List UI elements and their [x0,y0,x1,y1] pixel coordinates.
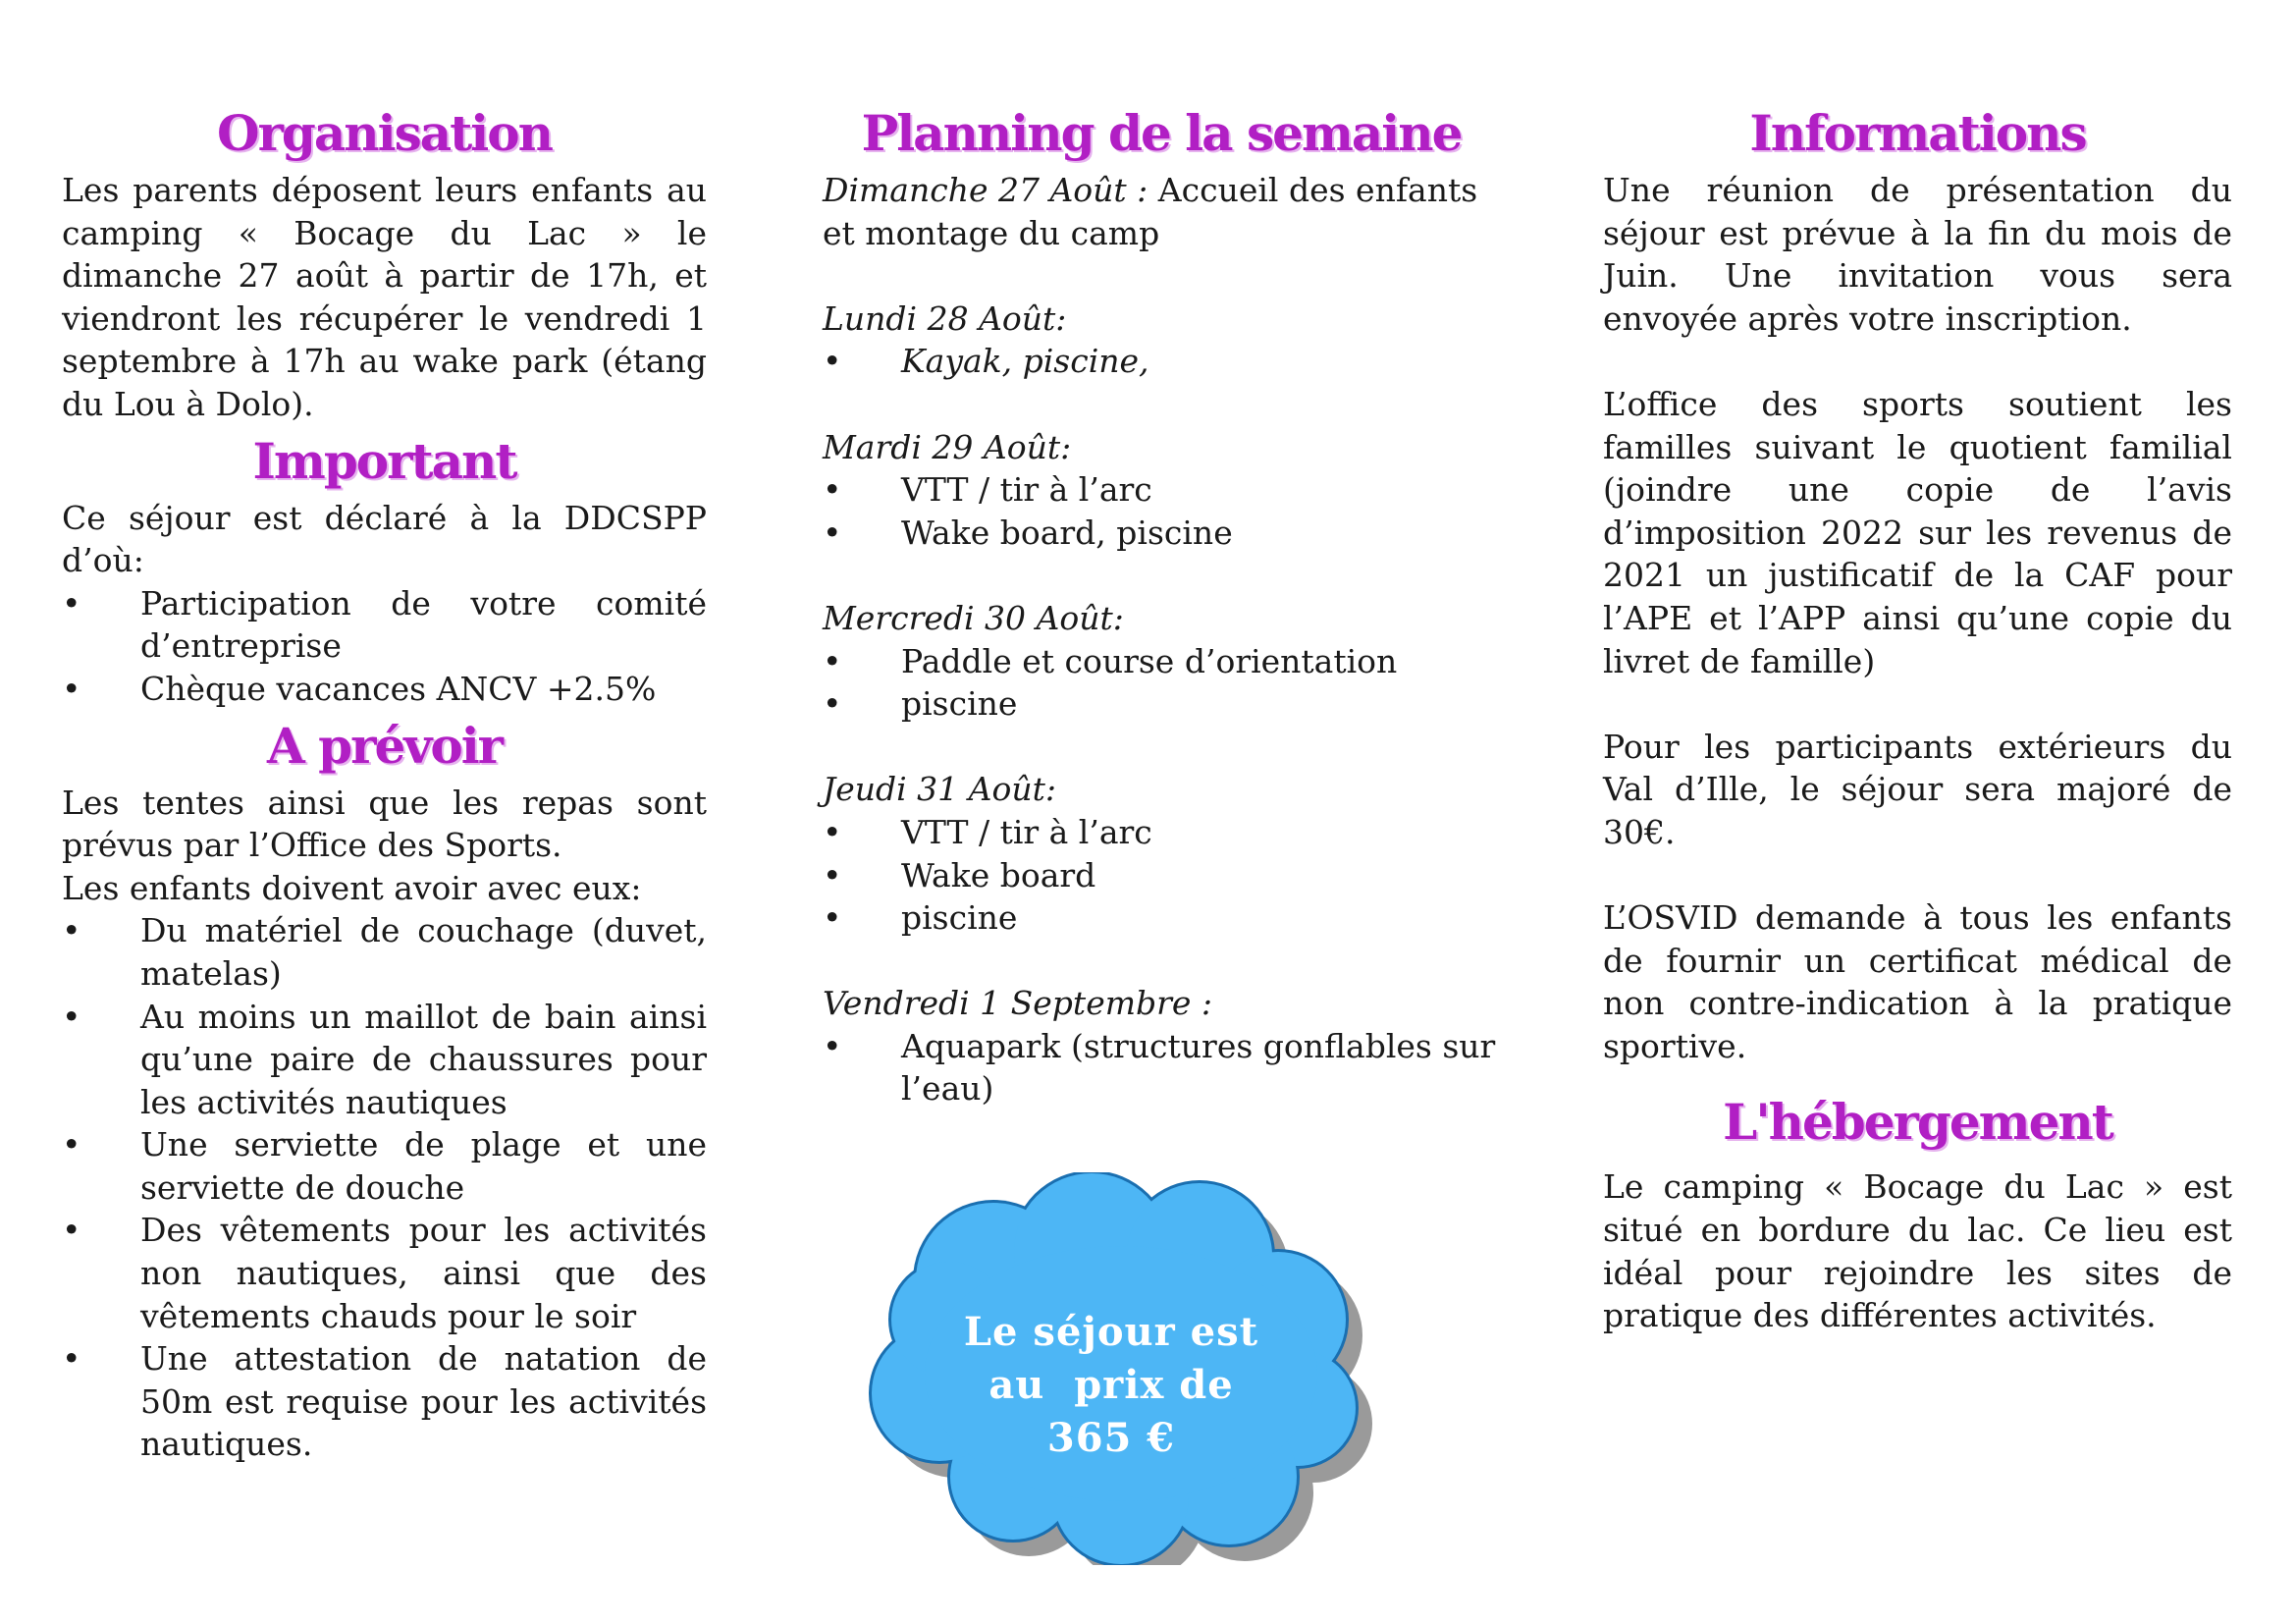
list-item: • VTT / tir à l’arc [823,468,1500,512]
aprevoir-list [62,909,707,1466]
informations-heading: Informations [1749,104,2086,162]
price-line: au prix de [988,1362,1234,1408]
list-item: • Wake board [823,854,1500,897]
day-label: Mardi 29 Août: [823,427,1072,466]
sunday-entry [823,169,1500,254]
important-list [62,582,707,711]
price-cloud [846,1172,1435,1565]
day-list [823,340,1500,383]
day-label: Lundi 28 Août: [823,298,1067,338]
list-item: • Chèque vacances ANCV +2.5% [62,668,707,711]
aprevoir-text-1: Les tentes ainsi que les repas sont prévus par l’Office des Sports. [62,783,707,865]
day-list [823,1025,1500,1110]
hebergement-text: Le camping « Bocage du Lac » est situé en bordure du lac. Ce lieu est idéal pour rejoindre les sites de pratique des différentes activités. [1603,1167,2232,1335]
planning-heading: Planning de la semaine [861,104,1462,162]
list-item: • Wake board, piscine [823,512,1500,555]
day-label: Dimanche 27 Août : [823,171,1148,209]
list-item: • Une attestation de natation de 50m est requise pour les activités nautiques. [62,1337,707,1466]
list-item: • Des vêtements pour les activités non nautiques, ainsi que des vêtements chauds pour le soir [62,1209,707,1337]
day-label: Jeudi 31 Août: [823,770,1056,809]
price-line: 365 € [1046,1415,1176,1461]
list-item: • Paddle et course d’orientation [823,640,1500,683]
right-column [1603,98,2232,1337]
important-heading: Important [252,431,516,490]
info-paragraph: Une réunion de présentation du séjour est prévue à la fin du mois de Juin. Une invitation vous sera envoyée après votre inscription. [1603,171,2232,338]
day-label: Mercredi 30 Août: [823,598,1124,637]
day-list [823,468,1500,554]
list-item: • Du matériel de couchage (duvet, matelas) [62,909,707,995]
price-text [846,1306,1376,1465]
day-label: Vendredi 1 Septembre : [823,984,1213,1023]
middle-column [823,98,1500,1110]
important-text: Ce séjour est déclaré à la DDCSPP d’où: [62,498,707,580]
aprevoir-heading: A prévoir [266,716,503,775]
organisation-heading: Organisation [217,104,552,162]
info-paragraph: L’OSVID demande à tous les enfants de fournir un certificat médical de non contre-indication à la pratique sportive. [1603,898,2232,1065]
list-item: • VTT / tir à l’arc [823,811,1500,854]
day-list [823,811,1500,940]
info-paragraph: Pour les participants extérieurs du Val d’Ille, le séjour sera majoré de 30€. [1603,727,2232,851]
info-paragraph: L’office des sports soutient les familles suivant le quotient familial (joindre une copie de l’avis d’imposition 2022 sur les revenus de 2021 un justificatif de la CAF pour l’APE et l’APP ainsi qu’une copie du livret de famille) [1603,384,2232,680]
list-item: • piscine [823,682,1500,726]
list-item: • Participation de votre comité d’entreprise [62,582,707,668]
list-item: • Aquapark (structures gonflables sur l’eau) [823,1025,1500,1110]
list-item: • piscine [823,896,1500,940]
price-line: Le séjour est [963,1309,1259,1355]
aprevoir-text-2: Les enfants doivent avoir avec eux: [62,868,642,907]
list-item: • Au moins un maillot de bain ainsi qu’une paire de chaussures pour les activités nautiques [62,996,707,1124]
left-column [62,98,707,1466]
day-text: Accueil des enfants et montage du camp [823,171,1478,252]
list-item: • Une serviette de plage et une serviette de douche [62,1123,707,1209]
hebergement-heading: L'hébergement [1723,1093,2112,1152]
day-list [823,640,1500,726]
list-item: • Kayak, piscine, [823,340,1500,383]
organisation-text: Les parents déposent leurs enfants au camping « Bocage du Lac » le dimanche 27 août à partir de 17h, et viendront les récupérer le vendredi 1 septembre à 17h au wake park (étang du Lou à Dolo). [62,171,707,423]
